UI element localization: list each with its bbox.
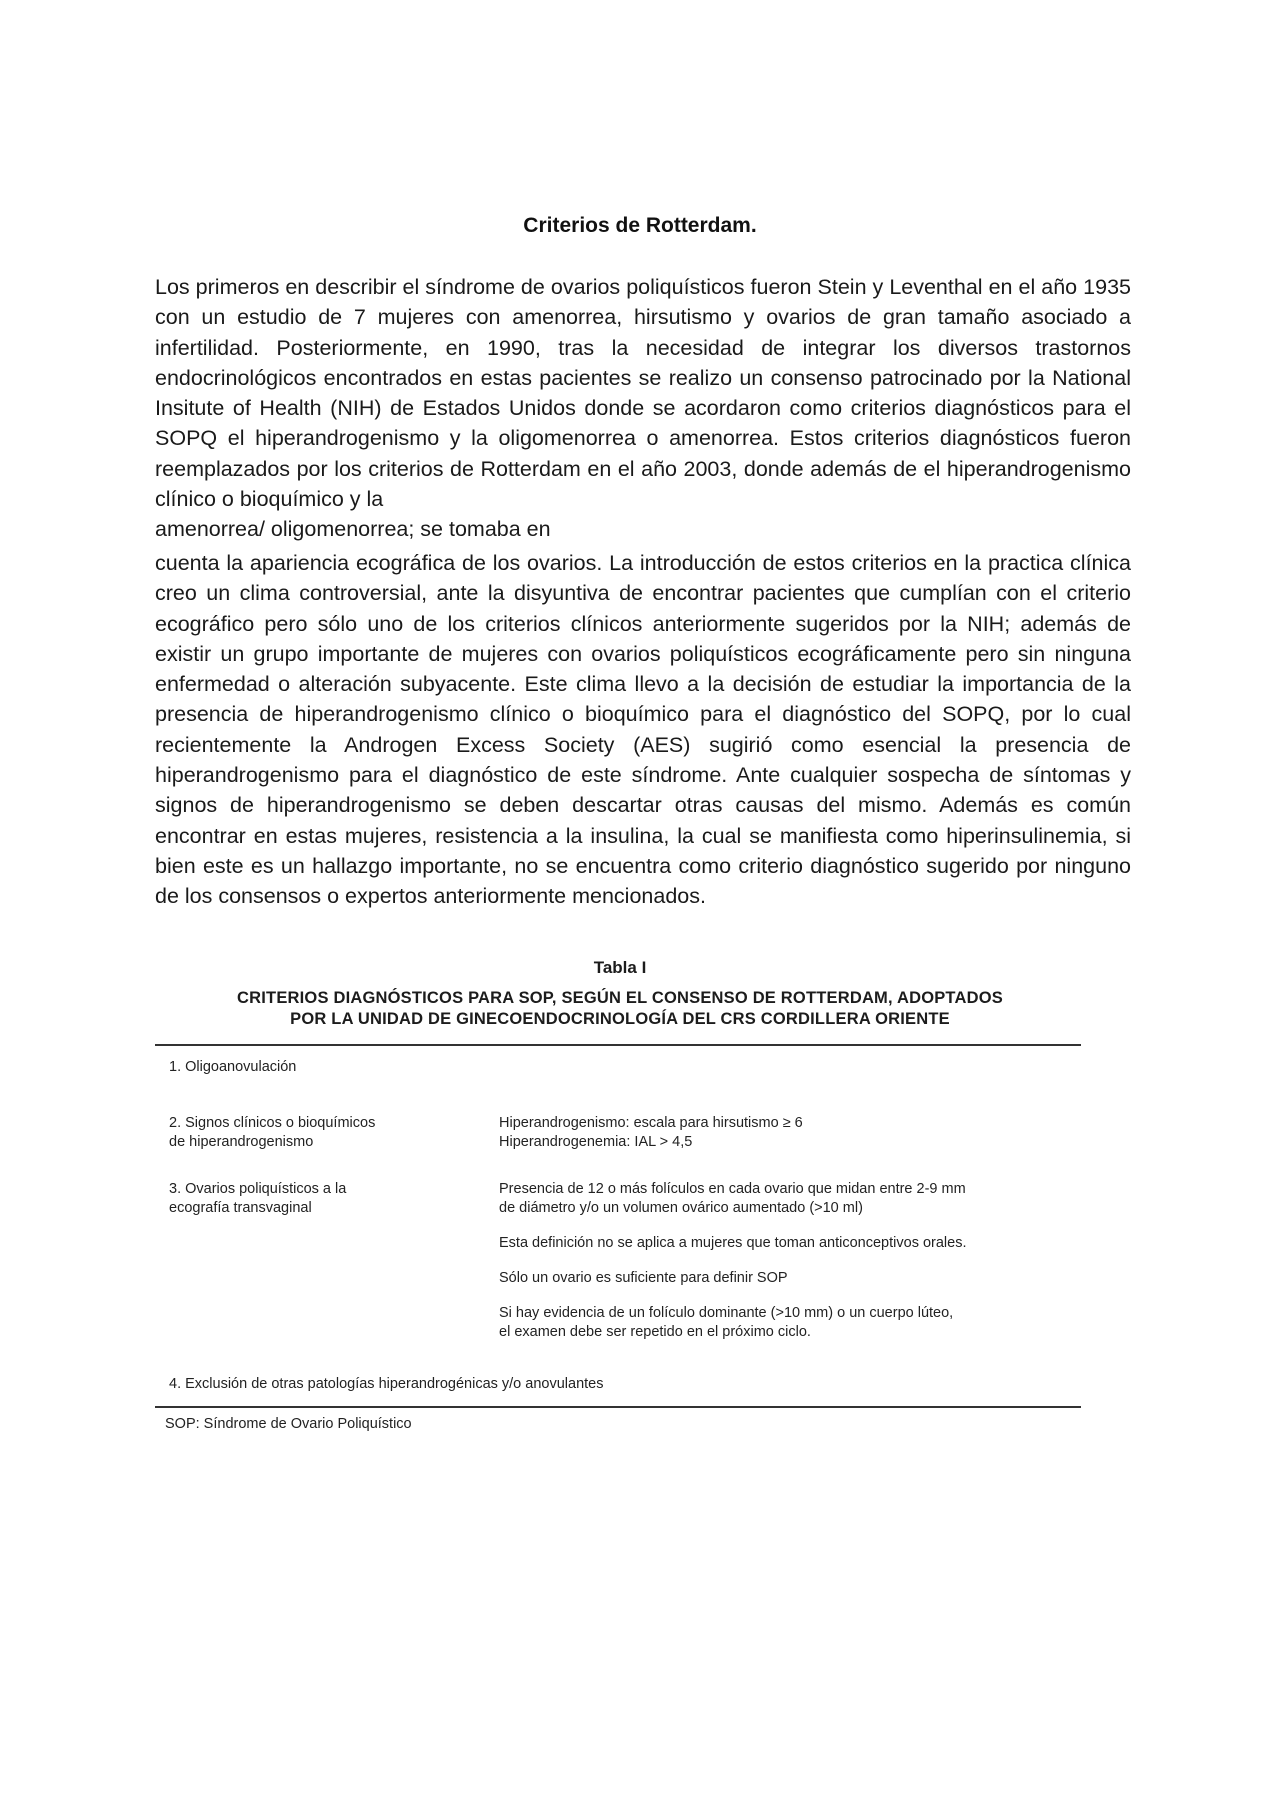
criterion-3-detail-count bbox=[499, 1180, 1079, 1218]
criterion-2-label-line-2: de hiperandrogenismo bbox=[169, 1134, 314, 1150]
criterion-3-detail-dominant-line-2: el examen debe ser repetido en el próximo ciclo. bbox=[499, 1324, 811, 1340]
criterion-3-label bbox=[169, 1180, 449, 1218]
page-title: Criterios de Rotterdam. bbox=[523, 214, 757, 237]
criterion-3-detail-one-ovary: Sólo un ovario es suficiente para definir SOP bbox=[499, 1270, 788, 1286]
paragraph-intro bbox=[155, 272, 1131, 545]
criterion-3-detail-count-line-2: de diámetro y/o un volumen ovárico aumentado (>10 ml) bbox=[499, 1200, 863, 1216]
paragraph-intro-text: Los primeros en describir el síndrome de ovarios poliquísticos fueron Stein y Leventhal en el año 1935 con un estudio de 7 mujeres con amenorrea, hirsutismo y ovarios de gran tamaño asociado a infertilidad. Posteriormente, en 1990, tras la necesidad de integrar los diversos trastornos endocrinológicos encontrados en estas pacientes se realizo un consenso patrocinado por la National Insitute of Health (NIH) de Estados Unidos donde se acordaron como criterios diagnósticos para el SOPQ el hiperandrogenismo y la oligomenorrea o amenorrea. Estos criterios diagnósticos fueron reemplazados por los criterios de Rotterdam en el año 2003, donde además de el hiperandrogenismo clínico o bioquímico y la bbox=[155, 275, 1131, 512]
table-heading-line-2: POR LA UNIDAD DE GINECOENDOCRINOLOGÍA DEL CRS CORDILLERA ORIENTE bbox=[290, 1010, 950, 1028]
criteria-table bbox=[155, 958, 1085, 1448]
criterion-3-detail-count-line-1: Presencia de 12 o más folículos en cada ovario que midan entre 2-9 mm bbox=[499, 1181, 966, 1197]
table-footnote: SOP: Síndrome de Ovario Poliquístico bbox=[165, 1416, 412, 1432]
criterion-2-label bbox=[169, 1114, 449, 1152]
criterion-3-label-line-2: ecografía transvaginal bbox=[169, 1200, 312, 1216]
criterion-3-detail-dominant-line-1: Si hay evidencia de un folículo dominante (>10 mm) o un cuerpo lúteo, bbox=[499, 1305, 954, 1321]
criterion-2-label-line-1: 2. Signos clínicos o bioquímicos bbox=[169, 1115, 376, 1131]
criterion-3-detail-dominant bbox=[499, 1304, 1079, 1342]
paragraph-discussion: cuenta la apariencia ecográfica de los ovarios. La introducción de estos criterios en la practica clínica creo un clima controversial, ante la disyuntiva de encontrar pacientes que cumplían con el criterio ecográfico pero sólo uno de los criterios clínicos anteriormente sugeridos por la NIH; además de existir un grupo importante de mujeres con ovarios poliquísticos ecográficamente pero sin ninguna enfermedad o alteración subyacente. Este clima llevo a la decisión de estudiar la importancia de la presencia de hiperandrogenismo clínico o bioquímico para el diagnóstico del SOPQ, por lo cual recientemente la Androgen Excess Society (AES) sugirió como esencial la presencia de hiperandrogenismo para el diagnóstico de este síndrome. Ante cualquier sospecha de síntomas y signos de hiperandrogenismo se deben descartar otras causas del mismo. Además es común encontrar en estas mujeres, resistencia a la insulina, la cual se manifiesta como hiperinsulinemia, si bien este es un hallazgo importante, no se encuentra como criterio diagnóstico sugerido por ninguno de los consensos o expertos anteriormente mencionados. bbox=[155, 551, 1131, 909]
paragraph-intro-last-line: amenorrea/ oligomenorrea; se tomaba en bbox=[155, 517, 551, 542]
criterion-2-detail-line-2: Hiperandrogenemia: IAL > 4,5 bbox=[499, 1134, 693, 1150]
criterion-4-label: 4. Exclusión de otras patologías hiperandrogénicas y/o anovulantes bbox=[169, 1376, 604, 1392]
table-bottom-rule bbox=[155, 1406, 1081, 1408]
table-heading bbox=[155, 988, 1085, 1030]
criterion-3-detail-contraceptives: Esta definición no se aplica a mujeres que toman anticonceptivos orales. bbox=[499, 1235, 967, 1251]
table-heading-line-1: CRITERIOS DIAGNÓSTICOS PARA SOP, SEGÚN EL CONSENSO DE ROTTERDAM, ADOPTADOS bbox=[237, 989, 1003, 1007]
table-label: Tabla I bbox=[593, 958, 647, 977]
criterion-3-label-line-1: 3. Ovarios poliquísticos a la bbox=[169, 1181, 347, 1197]
table-top-rule bbox=[155, 1044, 1081, 1046]
criterion-1-label: 1. Oligoanovulación bbox=[169, 1059, 297, 1075]
criterion-2-detail-line-1: Hiperandrogenismo: escala para hirsutismo ≥ 6 bbox=[499, 1115, 803, 1131]
criterion-2-detail bbox=[499, 1114, 1079, 1152]
